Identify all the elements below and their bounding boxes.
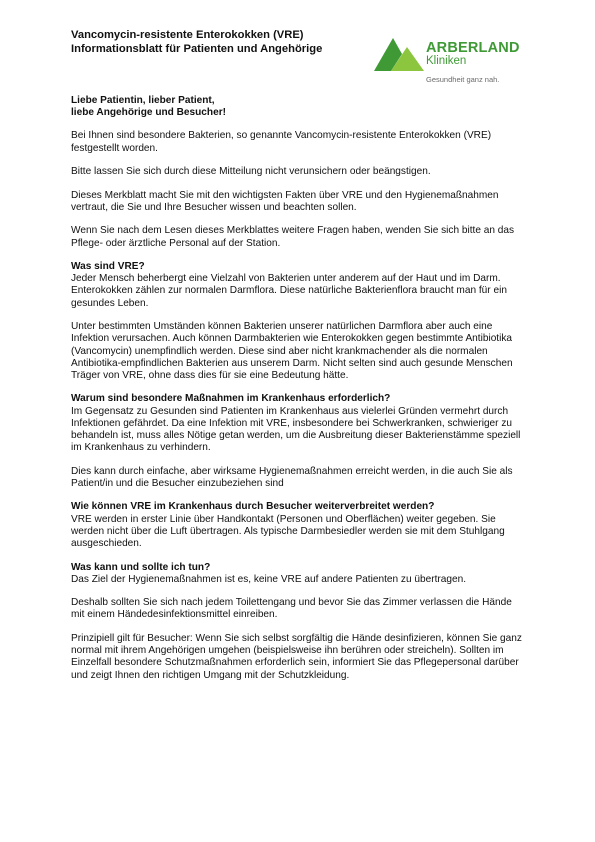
mountain-logo-icon	[374, 38, 424, 72]
arberland-logo	[374, 38, 524, 90]
section-heading-todo: Was kann und sollte ich tun?	[71, 561, 211, 573]
title-line-2: Informationsblatt für Patienten und Angehörige	[71, 43, 323, 55]
greeting-line-2: liebe Angehörige und Besucher!	[71, 107, 226, 119]
logo-brand: ARBERLAND	[426, 40, 520, 56]
logo-slogan: Gesundheit ganz nah.	[426, 75, 500, 84]
title-line-1: Vancomycin-resistente Enterokokken (VRE)	[71, 29, 304, 41]
todo-paragraph-3: Prinzipiell gilt für Besucher: Wenn Sie sich selbst sorgfältig die Hände desinfizieren, können Sie ganz normal mit ihrem Angehörigen umgehen (beispielsweise ihn berühren oder streicheln). Sollten im Einzelfall besondere Schutzmaßnahmen erforderlich sein, informiert Sie das Pflegepersonal darüber und zeigt Ihnen den richtigen Umgang mit der Schutzkleidung.	[71, 632, 522, 681]
intro-paragraph-4: Wenn Sie nach dem Lesen dieses Merkblattes weitere Fragen haben, wenden Sie sich bitte an das Pflege- oder ärztliche Personal auf der Station.	[71, 225, 515, 249]
intro-paragraph-3: Dieses Merkblatt macht Sie mit den wichtigsten Fakten über VRE und den Hygienemaßnahmen vertraut, die Sie und Ihre Besucher wissen und beachten sollen.	[71, 189, 499, 213]
section-heading-spread: Wie können VRE im Krankenhaus durch Besucher weiterverbreitet werden?	[71, 501, 435, 513]
vre-paragraph-2: Unter bestimmten Umständen können Bakterien unserer natürlichen Darmflora aber auch eine Infektion verursachen. Auch können Darmbakterien wie Enterokokken gegen bestimmte Antibiotika (Vancomycin) unempfindlich werden. Diese sind aber nicht krankmachender als die normalen Antibiotika-empfindlichen Bakterien aus unserem Darm. Nicht selten sind auch gesunde Menschen Träger von VRE, ohne dass dies für sie eine Bedeutung hätte.	[71, 321, 513, 381]
section-heading-measures: Warum sind besondere Maßnahmen im Krankenhaus erforderlich?	[71, 393, 391, 405]
todo-paragraph-2: Deshalb sollten Sie sich nach jedem Toilettengang und bevor Sie das Zimmer verlassen die Hände mit einem Händedesinfektionsmittel einreiben.	[71, 597, 512, 621]
greeting	[71, 95, 526, 119]
greeting-line-1: Liebe Patientin, lieber Patient,	[71, 95, 215, 106]
logo-subtitle: Kliniken	[426, 55, 467, 67]
intro-paragraph-2: Bitte lassen Sie sich durch diese Mitteilung nicht verunsichern oder beängstigen.	[71, 166, 431, 178]
todo-paragraph-1: Das Ziel der Hygienemaßnahmen ist es, keine VRE auf andere Patienten zu übertragen.	[71, 573, 466, 585]
spread-paragraph-1: VRE werden in erster Linie über Handkontakt (Personen und Oberflächen) weiter gegeben. Sie werden nicht über die Luft übertragen. Als typische Darmbesiedler werden sie mit dem Stuhlgang ausgeschieden.	[71, 513, 505, 550]
vre-paragraph-1: Jeder Mensch beherbergt eine Vielzahl von Bakterien unter anderem auf der Haut und im Darm. Enterokokken zählen zur normalen Darmflora. Diese natürliche Bakterienflora braucht man für ein gesundes Leben.	[71, 273, 507, 309]
document-body	[71, 95, 526, 693]
section-heading-vre: Was sind VRE?	[71, 261, 145, 273]
measures-paragraph-2: Dies kann durch einfache, aber wirksame Hygienemaßnahmen erreicht werden, in die auch Sie als Patient/in und die Besucher einzubeziehen sind	[71, 465, 513, 489]
intro-paragraph-1: Bei Ihnen sind besondere Bakterien, so genannte Vancomycin-resistente Enterokokken (VRE) festgestellt worden.	[71, 130, 492, 154]
measures-paragraph-1: Im Gegensatz zu Gesunden sind Patienten im Krankenhaus aus vielerlei Gründen vermehrt durch Infektionen gefährdet. Da eine Infektion mit VRE, insbesondere bei Schwerkranken, schwieriger zu behandeln ist, muss alles Nötige getan werden, um die Ausbreitung dieser Bakterienstämme speziell im Krankenhaus zu verhindern.	[71, 405, 521, 454]
document-title	[71, 28, 371, 56]
